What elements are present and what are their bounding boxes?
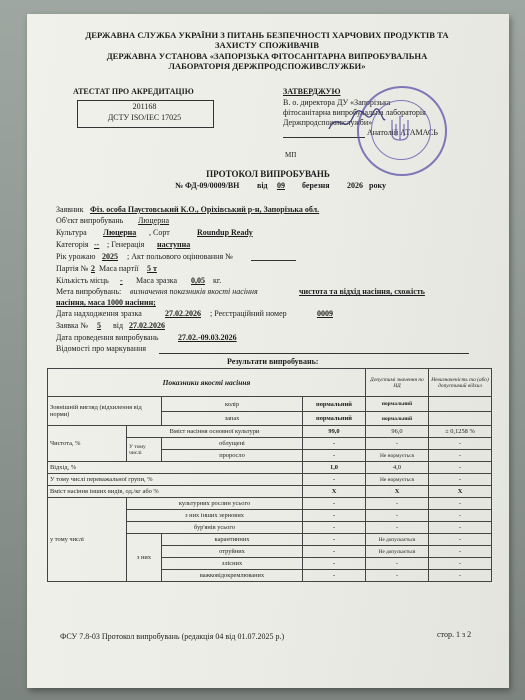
other-species-uncertainty: X <box>429 486 492 498</box>
register-value: 0009 <box>317 309 333 318</box>
col-allowed-header: Допустимі значення по НД <box>366 369 429 397</box>
footer-page: стор. 1 з 2 <box>437 630 472 639</box>
harmful-label: злісних <box>161 558 302 570</box>
quarantine-allowed: Не допускається <box>366 534 429 546</box>
approval-line-2: фітосанітарна випробувальна лабораторія <box>283 108 426 117</box>
mass-value: 5 т <box>147 264 157 273</box>
color-label: колір <box>161 397 302 412</box>
harmful-uncertainty: - <box>429 558 492 570</box>
approval-line-1: В. о. директора ДУ «Запорізька <box>283 98 391 107</box>
agency-line-3: ДЕРЖАВНА УСТАНОВА «ЗАПОРІЗЬКА ФІТОСАНІТАРНА ВИПРОБУВАЛЬНА <box>106 51 428 61</box>
harmful-allowed: - <box>366 558 429 570</box>
protocol-number: № ФД-09/0009/ВН <box>175 181 240 190</box>
test-dates-label: Дата проведення випробувань <box>56 333 159 342</box>
of-them-label: з них <box>126 534 161 582</box>
results-title: Результати випробувань: <box>227 357 319 366</box>
poison-label: отруйних <box>161 546 302 558</box>
poison-allowed: Не допускається <box>366 546 429 558</box>
marking-label: Відомості про маркування <box>56 344 147 353</box>
grain-uncertainty: - <box>429 510 492 522</box>
act-blank-line <box>251 260 296 261</box>
waste-value: 1,0 <box>303 462 366 474</box>
places-value: - <box>120 276 123 285</box>
received-value: 27.02.2026 <box>165 309 201 318</box>
harvest-value: 2025 <box>102 252 118 261</box>
agency-line-1: ДЕРЖАВНА СЛУЖБА УКРАЇНИ З ПИТАНЬ БЕЗПЕЧНОСТІ ХАРЧОВИХ ПРОДУКТІВ ТА <box>85 30 449 40</box>
hulled-label: облущені <box>161 438 302 450</box>
weeds-allowed: - <box>366 522 429 534</box>
received-label: Дата надходження зразка <box>56 309 142 318</box>
quarantine-value: - <box>303 534 366 546</box>
approval-title: ЗАТВЕРДЖУЮ <box>283 87 341 96</box>
cultivated-label: культурних рослин усього <box>126 498 302 510</box>
approval-mp: МП <box>285 151 297 159</box>
main-content-value: 99,0 <box>303 426 366 438</box>
weed-group-uncertainty: - <box>429 474 492 486</box>
cultivated-allowed: - <box>366 498 429 510</box>
grain-label: з них інших зернових <box>126 510 302 522</box>
appearance-label: Зовнішній вигляд (відхилення від норми) <box>48 397 162 426</box>
color-unc-empty <box>429 397 492 412</box>
incl2-label: у тому числі <box>48 498 127 582</box>
agency-line-4: ЛАБОРАТОРІЯ ДЕРЖПРОДСПОЖИВСЛУЖБИ» <box>168 61 366 71</box>
main-content-label: Вміст насіння основної культури <box>126 426 302 438</box>
cultivated-value: - <box>303 498 366 510</box>
col-uncertainty-header: Невизначеність та (або) допустимий відхил <box>429 369 492 397</box>
weed-group-allowed: Не нормується <box>366 474 429 486</box>
request-label: Заявка № <box>56 321 88 330</box>
protocol-day: 09 <box>277 181 285 190</box>
hulled-value: - <box>303 438 366 450</box>
hard-allowed: - <box>366 570 429 582</box>
signature-scribble <box>327 107 387 137</box>
quarantine-label: карантинних <box>161 534 302 546</box>
sprouted-value: - <box>303 450 366 462</box>
request-date-value: 27.02.2026 <box>129 321 165 330</box>
object-value: Люцерна <box>138 216 170 225</box>
signature-line <box>283 137 365 138</box>
hard-value: - <box>303 570 366 582</box>
grain-allowed: - <box>366 510 429 522</box>
sprouted-label: проросло <box>161 450 302 462</box>
purity-label: Чистота, % <box>48 426 127 462</box>
approval-line-3: Держпродспоживслужби» <box>283 118 373 127</box>
purpose-value-2: насіння, маса 1000 насінин; <box>56 298 156 307</box>
request-value: 5 <box>97 321 101 330</box>
trident-emblem <box>387 114 413 144</box>
object-label: Об'єкт випробувань <box>56 216 124 225</box>
accreditation-title: АТЕСТАТ ПРО АКРЕДИТАЦІЮ <box>73 87 194 96</box>
hulled-uncertainty: - <box>429 438 492 450</box>
variety-value: Roundup Ready <box>197 228 253 237</box>
smell-label: запах <box>161 412 302 426</box>
test-dates-value: 27.02.-09.03.2026 <box>178 333 237 342</box>
col-indicator-header: Показники якості насіння <box>48 369 366 397</box>
sample-mass-unit: кг. <box>213 276 222 285</box>
hard-label: важковідокремлюваних <box>161 570 302 582</box>
generation-label: ; Генерація <box>107 240 145 249</box>
weeds-uncertainty: - <box>429 522 492 534</box>
batch-label: Партія № <box>56 264 89 273</box>
culture-label: Культура <box>56 228 87 237</box>
culture-value: Люцерна <box>103 228 137 237</box>
purpose-prefix: визначення показників якості насіння <box>130 287 258 296</box>
request-date-label: від <box>113 321 124 330</box>
approval-signatory: Анатолій АТАМАСЬ <box>367 128 438 137</box>
protocol-date-prefix: від <box>257 181 268 190</box>
batch-value: 2 <box>91 264 95 273</box>
protocol-year: 2026 <box>347 181 363 190</box>
applicant-value: Фіз. особа Паустовський К.О., Оріхівський р-н, Запорізька обл. <box>90 205 320 214</box>
accreditation-standard: ДСТУ ISO/IEC 17025 <box>107 113 182 122</box>
other-species-label: Вміст насіння інших видів, од./кг або % <box>48 486 303 498</box>
sprouted-allowed: Не нормується <box>366 450 429 462</box>
weed-group-label: У тому числі переважальної групи, % <box>48 474 303 486</box>
category-label: Категорія <box>56 240 89 249</box>
footer-form: ФСУ 7.8-03 Протокол випробувань (редакція 04 від 01.07.2025 р.) <box>60 632 285 641</box>
purpose-value-1: чистота та відхід насіння, схожість <box>299 287 425 296</box>
waste-allowed: 4,0 <box>366 462 429 474</box>
waste-uncertainty: - <box>429 462 492 474</box>
results-table <box>47 368 492 582</box>
main-content-allowed: 96,0 <box>366 426 429 438</box>
sample-mass-value: 0,05 <box>191 276 205 285</box>
register-label: ; Реєстраційний номер <box>210 309 287 318</box>
hard-uncertainty: - <box>429 570 492 582</box>
category-value: -- <box>94 240 100 249</box>
variety-label: , Сорт <box>149 228 170 237</box>
smell-allowed: нормальний <box>366 412 429 426</box>
cultivated-uncertainty: - <box>429 498 492 510</box>
weeds-label: бур'янів усього <box>126 522 302 534</box>
other-species-allowed: X <box>366 486 429 498</box>
main-content-uncertainty: ± 0,1258 % <box>429 426 492 438</box>
accreditation-number: 201168 <box>132 102 157 111</box>
poison-value: - <box>303 546 366 558</box>
harvest-label: Рік урожаю <box>56 252 96 261</box>
applicant-label: Заявник <box>56 205 84 214</box>
weed-group-value: - <box>303 474 366 486</box>
color-allowed: нормальний <box>366 397 429 412</box>
smell-value: нормальний <box>303 412 366 426</box>
harmful-value: - <box>303 558 366 570</box>
smell-unc-empty <box>429 412 492 426</box>
waste-label: Відхід, % <box>48 462 303 474</box>
sprouted-uncertainty: - <box>429 450 492 462</box>
incl-label: У тому числі <box>126 438 161 462</box>
poison-uncertainty: - <box>429 546 492 558</box>
purpose-label: Мета випробувань: <box>56 287 122 296</box>
protocol-month: березня <box>302 181 330 190</box>
document-page <box>27 14 509 688</box>
protocol-year-suffix: року <box>369 181 386 190</box>
weeds-value: - <box>303 522 366 534</box>
other-species-value: X <box>303 486 366 498</box>
places-label: Кількість місць <box>56 276 109 285</box>
grain-value: - <box>303 510 366 522</box>
sample-mass-label: Маса зразка <box>136 276 178 285</box>
hulled-allowed: - <box>366 438 429 450</box>
generation-value: наступна <box>157 240 191 249</box>
act-label: ; Акт польового оцінювання № <box>127 252 233 261</box>
quarantine-uncertainty: - <box>429 534 492 546</box>
protocol-title: ПРОТОКОЛ ВИПРОБУВАНЬ <box>206 169 330 179</box>
mass-label: Маса партії <box>99 264 139 273</box>
color-value: нормальний <box>303 397 366 412</box>
marking-blank-line <box>159 353 469 354</box>
agency-line-2: ЗАХИСТУ СПОЖИВАЧІВ <box>214 40 320 50</box>
